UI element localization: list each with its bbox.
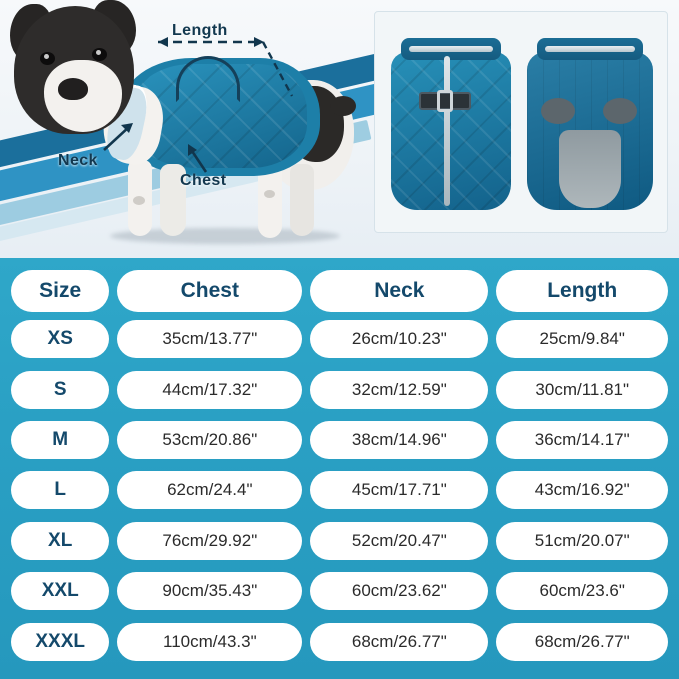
header-cell-size — [7, 270, 113, 312]
header-cell-chest — [113, 270, 306, 312]
table-body — [7, 316, 672, 665]
value-length: 30cm/11.81" — [496, 371, 668, 409]
value-neck: 60cm/23.62" — [310, 572, 488, 610]
jacket-zipper — [444, 56, 450, 206]
dog-fur-spot — [133, 196, 145, 205]
value-length: 68cm/26.77" — [496, 623, 668, 661]
cell-size — [7, 619, 113, 665]
cell-length — [492, 619, 672, 665]
value-length: 51cm/20.07" — [496, 522, 668, 560]
cell-chest — [113, 568, 306, 614]
cell-chest — [113, 366, 306, 412]
cell-size — [7, 467, 113, 513]
cell-size — [7, 316, 113, 362]
value-neck: 38cm/14.96" — [310, 421, 488, 459]
cell-neck — [306, 568, 492, 614]
jacket-back-view — [527, 34, 653, 210]
cell-neck — [306, 417, 492, 463]
cell-neck — [306, 619, 492, 665]
cell-chest — [113, 467, 306, 513]
cell-size — [7, 417, 113, 463]
cell-neck — [306, 467, 492, 513]
table-header — [7, 270, 672, 312]
jacket-leg-hole — [603, 98, 637, 124]
value-size: XXXL — [11, 623, 109, 661]
cell-chest — [113, 619, 306, 665]
value-chest: 90cm/35.43" — [117, 572, 302, 610]
dog-leg — [290, 164, 314, 236]
value-neck: 26cm/10.23" — [310, 320, 488, 358]
dog-fur-spot — [264, 190, 275, 198]
cell-length — [492, 366, 672, 412]
value-length: 25cm/9.84" — [496, 320, 668, 358]
cell-neck — [306, 316, 492, 362]
dog-nose — [58, 78, 88, 100]
value-neck: 32cm/12.59" — [310, 371, 488, 409]
value-size: XS — [11, 320, 109, 358]
jacket-front-body — [391, 52, 511, 210]
jacket-buckle-ring — [437, 90, 453, 112]
reflective-strip — [545, 46, 635, 52]
label-length: Length — [172, 22, 228, 39]
value-length: 36cm/14.17" — [496, 421, 668, 459]
cell-length — [492, 316, 672, 362]
dog-tail — [330, 96, 356, 116]
cell-neck — [306, 518, 492, 564]
value-chest: 35cm/13.77" — [117, 320, 302, 358]
header-label-neck: Neck — [310, 270, 488, 312]
table-row — [7, 417, 672, 463]
reflective-strip — [409, 46, 493, 52]
table-row — [7, 518, 672, 564]
value-neck: 45cm/17.71" — [310, 471, 488, 509]
label-chest: Chest — [180, 172, 227, 189]
header-label-length: Length — [496, 270, 668, 312]
table-header-row — [7, 270, 672, 312]
jacket-front-view — [391, 34, 511, 210]
cell-size — [7, 568, 113, 614]
value-size: M — [11, 421, 109, 459]
value-neck: 68cm/26.77" — [310, 623, 488, 661]
table-row — [7, 619, 672, 665]
table-row — [7, 366, 672, 412]
value-chest: 44cm/17.32" — [117, 371, 302, 409]
jacket-collar — [537, 38, 643, 60]
cell-size — [7, 518, 113, 564]
value-length: 60cm/23.6" — [496, 572, 668, 610]
dog-eye-highlight — [44, 54, 49, 59]
size-chart-table-container — [0, 258, 679, 679]
cell-chest — [113, 417, 306, 463]
size-chart-table — [7, 266, 672, 669]
cell-length — [492, 568, 672, 614]
product-inset-panel — [374, 11, 668, 233]
header-label-chest: Chest — [117, 270, 302, 312]
value-chest: 76cm/29.92" — [117, 522, 302, 560]
cell-length — [492, 467, 672, 513]
cell-length — [492, 417, 672, 463]
table-row — [7, 316, 672, 362]
label-neck: Neck — [58, 152, 98, 169]
cell-chest — [113, 518, 306, 564]
dog-eye-highlight — [96, 50, 101, 55]
value-size: XXL — [11, 572, 109, 610]
jacket-leg-hole — [541, 98, 575, 124]
table-row — [7, 568, 672, 614]
value-size: L — [11, 471, 109, 509]
table-row — [7, 467, 672, 513]
jacket-collar — [401, 38, 501, 60]
header-cell-neck — [306, 270, 492, 312]
value-size: S — [11, 371, 109, 409]
hero-photo — [0, 0, 679, 258]
value-chest: 53cm/20.86" — [117, 421, 302, 459]
jacket-inner-lining — [559, 130, 621, 208]
cell-chest — [113, 316, 306, 362]
cell-size — [7, 366, 113, 412]
cell-neck — [306, 366, 492, 412]
cell-length — [492, 518, 672, 564]
value-chest: 110cm/43.3" — [117, 623, 302, 661]
header-label-size: Size — [11, 270, 109, 312]
value-neck: 52cm/20.47" — [310, 522, 488, 560]
header-cell-length — [492, 270, 672, 312]
value-length: 43cm/16.92" — [496, 471, 668, 509]
value-size: XL — [11, 522, 109, 560]
value-chest: 62cm/24.4" — [117, 471, 302, 509]
